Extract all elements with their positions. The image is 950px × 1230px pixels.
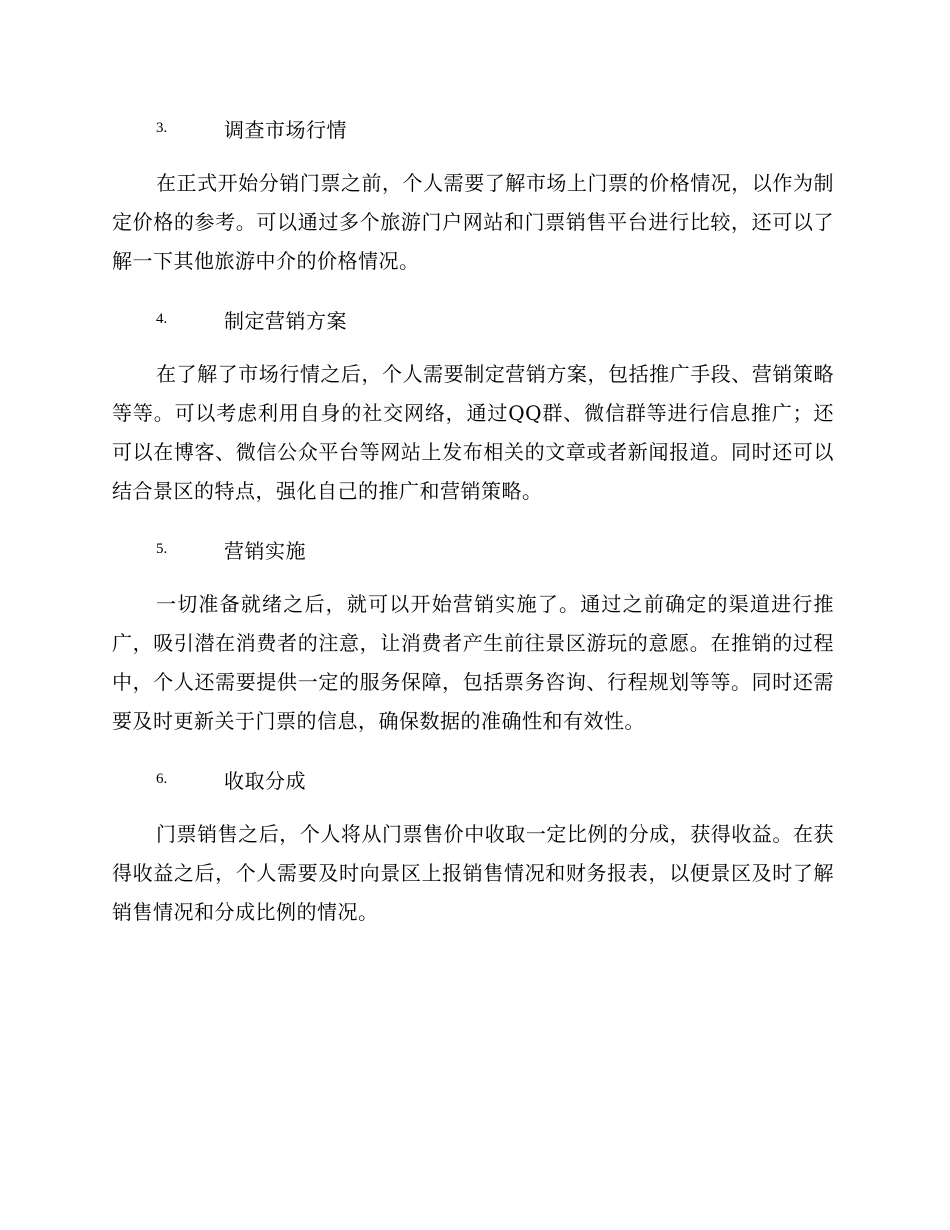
section-heading [112, 759, 834, 799]
section-title: 制定营销方案 [224, 308, 347, 333]
section-title: 收取分成 [224, 768, 306, 793]
section-paragraph: 门票销售之后，个人将从门票售价中收取一定比例的分成，获得收益。在获得收益之后，个人需要及时向景区上报销售情况和财务报表，以便景区及时了解销售情况和分成比例的情况。 [112, 822, 834, 924]
section-number: 4. [156, 310, 168, 327]
section-heading [112, 529, 834, 569]
section-heading [112, 108, 834, 148]
section-paragraph: 一切准备就绪之后，就可以开始营销实施了。通过之前确定的渠道进行推广，吸引潜在消费者的注意，让消费者产生前往景区游玩的意愿。在推销的过程中，个人还需要提供一定的服务保障，包括票务咨询、行程规划等等。同时还需要及时更新关于门票的信息，确保数据的准确性和有效性。 [112, 592, 834, 733]
section-title: 营销实施 [224, 538, 306, 563]
section-paragraph: 在正式开始分销门票之前，个人需要了解市场上门票的价格情况，以作为制定价格的参考。可以通过多个旅游门户网站和门票销售平台进行比较，还可以了解一下其他旅游中介的价格情况。 [112, 171, 834, 273]
section-number: 3. [156, 119, 168, 136]
section-heading [112, 299, 834, 339]
section-number: 6. [156, 770, 168, 787]
section-title: 调查市场行情 [224, 117, 347, 142]
section-paragraph: 在了解了市场行情之后，个人需要制定营销方案，包括推广手段、营销策略等等。可以考虑利用自身的社交网络，通过QQ群、微信群等进行信息推广；还可以在博客、微信公众平台等网站上发布相关的文章或者新闻报道。同时还可以结合景区的特点，强化自己的推广和营销策略。 [112, 362, 834, 503]
section-number: 5. [156, 540, 168, 557]
document-content [112, 108, 834, 950]
